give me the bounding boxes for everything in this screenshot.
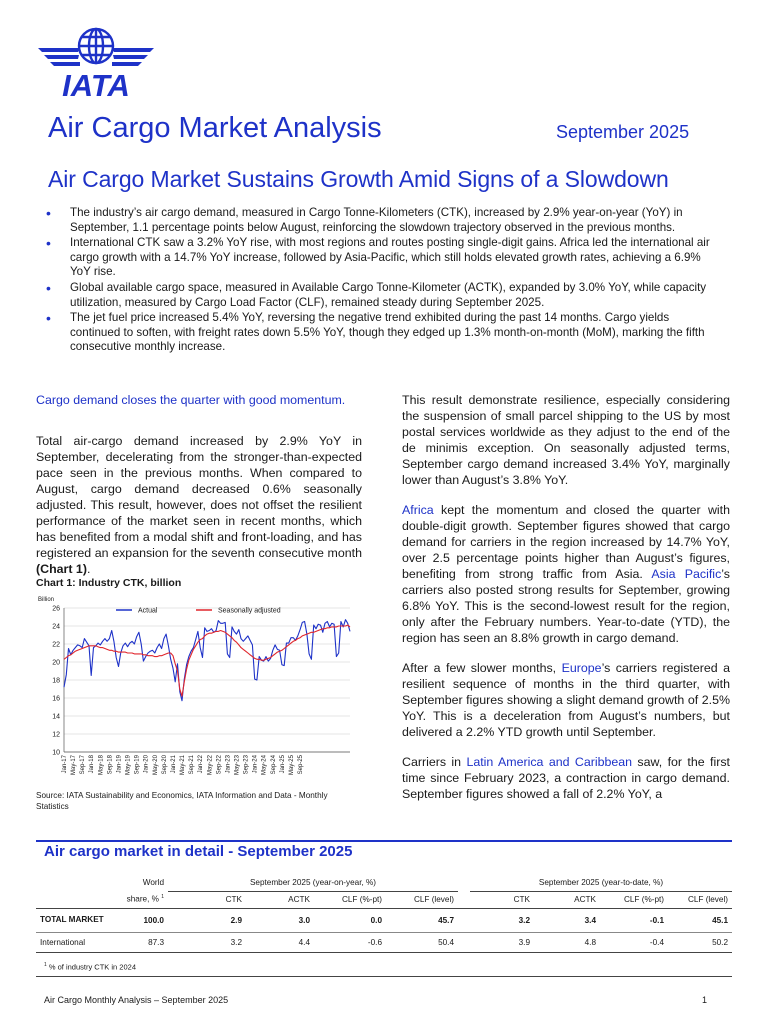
iata-logo (36, 26, 156, 100)
x-tick-label: May-21 (180, 755, 187, 776)
x-tick-label: Sep-25 (298, 755, 305, 775)
x-tick-label: Sep-21 (189, 755, 196, 775)
x-tick-label: May-18 (98, 755, 105, 776)
paragraph-text: After a few slower months, (402, 661, 562, 675)
chart-reference: (Chart 1) (36, 562, 87, 576)
x-tick-label: Jan-21 (170, 755, 177, 774)
y-tick-label: 16 (52, 695, 60, 703)
y-tick-label: 24 (52, 623, 60, 631)
y-tick-label: 20 (52, 659, 60, 667)
table-title: Air cargo market in detail - September 2025 (44, 843, 353, 860)
region-asia-pacific: Asia Pacific (651, 567, 722, 581)
cell: 100.0 (108, 908, 168, 932)
cell: 3.0 (246, 908, 314, 932)
footnote-rule (36, 976, 732, 977)
col-header: CTK (470, 891, 534, 908)
cell: -0.4 (600, 932, 668, 952)
chart-title: Chart 1: Industry CTK, billion (36, 577, 182, 589)
right-paragraph (402, 754, 730, 802)
x-tick-label: May-17 (71, 755, 78, 776)
chart-source: Source: IATA Sustainability and Economics, IATA Information and Data - Monthly Statistics (36, 791, 328, 811)
y-tick-label: 12 (52, 731, 60, 739)
region-africa: Africa (402, 503, 434, 517)
cell: 50.4 (386, 932, 458, 952)
paragraph-text: ’s carriers also posted strong results for September, growing 6.8% YoY. This is the second-lowest result for the region, only after the February numbers. Year-to-date (YTD), the region has seen an 8.8% growth in cargo demand. (402, 567, 730, 645)
left-paragraph (36, 433, 362, 577)
table-footnote: $^1$ % of industry CTK in 2024 (44, 962, 136, 972)
x-tick-label: May-25 (288, 755, 295, 776)
footer-text: Air Cargo Monthly Analysis – September 2025 (44, 995, 229, 1005)
cell: 3.4 (534, 908, 600, 932)
page-number: 1 (702, 995, 708, 1005)
cell: 3.2 (168, 932, 246, 952)
table-column-row (36, 891, 732, 908)
x-tick-label: May-22 (207, 755, 214, 776)
x-tick-label: Sep-23 (243, 755, 250, 775)
y-axis-label: Billion (38, 597, 55, 603)
col-world-share: World (142, 878, 164, 887)
legend-label: Seasonally adjusted (218, 607, 281, 615)
table-row (36, 908, 732, 932)
right-paragraph (402, 502, 730, 646)
y-tick-label: 14 (52, 713, 60, 721)
col-header: ACTK (534, 891, 600, 908)
group-ytd: September 2025 (year-to-date, %) (470, 874, 732, 891)
row-label: International (36, 932, 108, 952)
x-tick-label: May-23 (234, 755, 241, 776)
cell: 0.0 (314, 908, 386, 932)
x-tick-label: May-19 (125, 755, 132, 776)
paragraph-end: . (86, 562, 91, 576)
x-tick-label: Sep-22 (216, 755, 223, 775)
highlight-item: • International CTK saw a 3.2% YoY rise, with most regions and routes posting single-digit gains. Africa led the international air cargo growth with a 14.7% YoY increase, followed by Asia-Pacific, which still holds elevated growth rates, achieving a 6.9% YoY rise. (46, 236, 718, 280)
x-tick-label: Jan-20 (143, 755, 150, 774)
cell: -0.1 (600, 908, 668, 932)
paragraph-text: Total air-cargo demand increased by 2.9% YoY in September, decelerating from the stronger-than-expected pace seen in the previous months. When compared to August, cargo demand decreased 0.6% seasonally adjusted. This result, however, does not offset the resilient performance of the market seen in recent months, which has benefited from a modal shift and front-loading, and has registered an expansion for the seventh consecutive month (36, 434, 362, 560)
paragraph-text: ’s carriers registered a resilient sequence of months in the third quarter, with September figures showing a slight demand growth of 2.5% YoY. This is a deceleration from August’s numbers, but delivered a 2.2% YTD growth until September. (402, 661, 730, 739)
x-tick-label: Jan-22 (198, 755, 205, 774)
logo-wordmark: IATA (62, 68, 130, 100)
x-tick-label: Sep-20 (161, 755, 168, 775)
highlight-item: • The industry’s air cargo demand, measured in Cargo Tonne-Kilometers (CTK), increased by 2.9% year-on-year (YoY) in September, 1.1 percentage points below August, reinforcing the slowdown trajectory observed in the previous months. (46, 206, 718, 235)
x-tick-label: Jan-18 (89, 755, 96, 774)
right-paragraph: This result demonstrate resilience, especially considering the suspension of small parcel shipping to the US by most postal services worldwide as they adjust to the end of the de minimis exception. On seasonally adjusted terms, September cargo demand increased 3.4% YoY, marginally lower than August’s 3.8% YoY. (402, 393, 730, 487)
group-yoy: September 2025 (year-on-year, %) (168, 874, 458, 891)
paragraph-text: saw, for the first time since February 2023, a contraction in cargo demand. September figures showed a fall of 2.2% YoY, a (402, 755, 730, 801)
x-tick-label: Jan-25 (279, 755, 286, 774)
report-title: Air Cargo Market Analysis (48, 112, 382, 144)
market-detail-table (36, 874, 732, 953)
x-tick-label: Sep-24 (270, 755, 277, 775)
x-tick-label: Sep-18 (107, 755, 114, 775)
cell: 3.9 (470, 932, 534, 952)
x-tick-label: Jan-17 (62, 755, 68, 774)
y-tick-label: 22 (52, 641, 60, 649)
col-header: CTK (168, 891, 246, 908)
highlights-list (46, 206, 718, 356)
region-latin-america: Latin America and Caribbean (466, 755, 633, 769)
x-tick-label: Jan-23 (225, 755, 232, 774)
col-header: CLF (level) (386, 891, 458, 908)
table-group-row (36, 874, 732, 891)
cell: 2.9 (168, 908, 246, 932)
paragraph-text: kept the momentum and closed the quarter with double-digit growth. September figures showed that cargo demand for carriers in the region increased by 14.7% YoY, over 2.5 percentage points higher than August’s figures, benefiting from strong traffic from Asia. (402, 503, 730, 581)
cell: 87.3 (108, 932, 168, 952)
x-tick-label: Sep-19 (134, 755, 141, 775)
y-tick-label: 18 (52, 677, 60, 685)
cell: 4.4 (246, 932, 314, 952)
col-header: CLF (%-pt) (600, 891, 668, 908)
section-heading: Cargo demand closes the quarter with good momentum. (36, 393, 346, 407)
highlight-item: • Global available cargo space, measured in Available Cargo Tonne-Kilometer (ACTK), expanded by 3.0% YoY, while capacity utilization, measured by Cargo Load Factor (CLF), remained steady during September 2025. (46, 281, 718, 310)
report-date: September 2025 (556, 122, 690, 142)
right-column (402, 392, 730, 816)
cell: -0.6 (314, 932, 386, 952)
legend-label: Actual (138, 607, 158, 615)
x-tick-label: Jan-24 (252, 755, 259, 774)
report-subtitle: Air Cargo Market Sustains Growth Amid Signs of a Slowdown (48, 166, 669, 192)
col-header: ACTK (246, 891, 314, 908)
col-header: CLF (%-pt) (314, 891, 386, 908)
table-row (36, 932, 732, 952)
col-header: CLF (level) (668, 891, 732, 908)
x-tick-label: May-24 (261, 755, 268, 776)
x-tick-label: Sep-17 (80, 755, 87, 775)
row-label: TOTAL MARKET (36, 908, 108, 932)
right-paragraph (402, 660, 730, 740)
highlight-item: • The jet fuel price increased 5.4% YoY, reversing the negative trend exhibited during the past 14 months. Cargo yields continued to soften, with freight rates down 5.5% YoY, though they edged up 1.3% month-on-month (MoM), marking the fifth consecutive monthly increase. (46, 311, 718, 355)
series-line-actual (64, 620, 350, 701)
cell: 45.1 (668, 908, 732, 932)
x-tick-label: Jan-19 (116, 755, 123, 774)
y-tick-label: 10 (52, 749, 60, 757)
cell: 45.7 (386, 908, 458, 932)
cell: 3.2 (470, 908, 534, 932)
paragraph-text: Carriers in (402, 755, 467, 769)
region-europe: Europe (561, 661, 602, 675)
ctk-line-chart (36, 592, 354, 788)
y-tick-label: 26 (52, 605, 60, 613)
cell: 50.2 (668, 932, 732, 952)
cell: 4.8 (534, 932, 600, 952)
x-tick-label: May-20 (152, 755, 159, 776)
col-share-label: share, % $^1$ (108, 891, 168, 908)
